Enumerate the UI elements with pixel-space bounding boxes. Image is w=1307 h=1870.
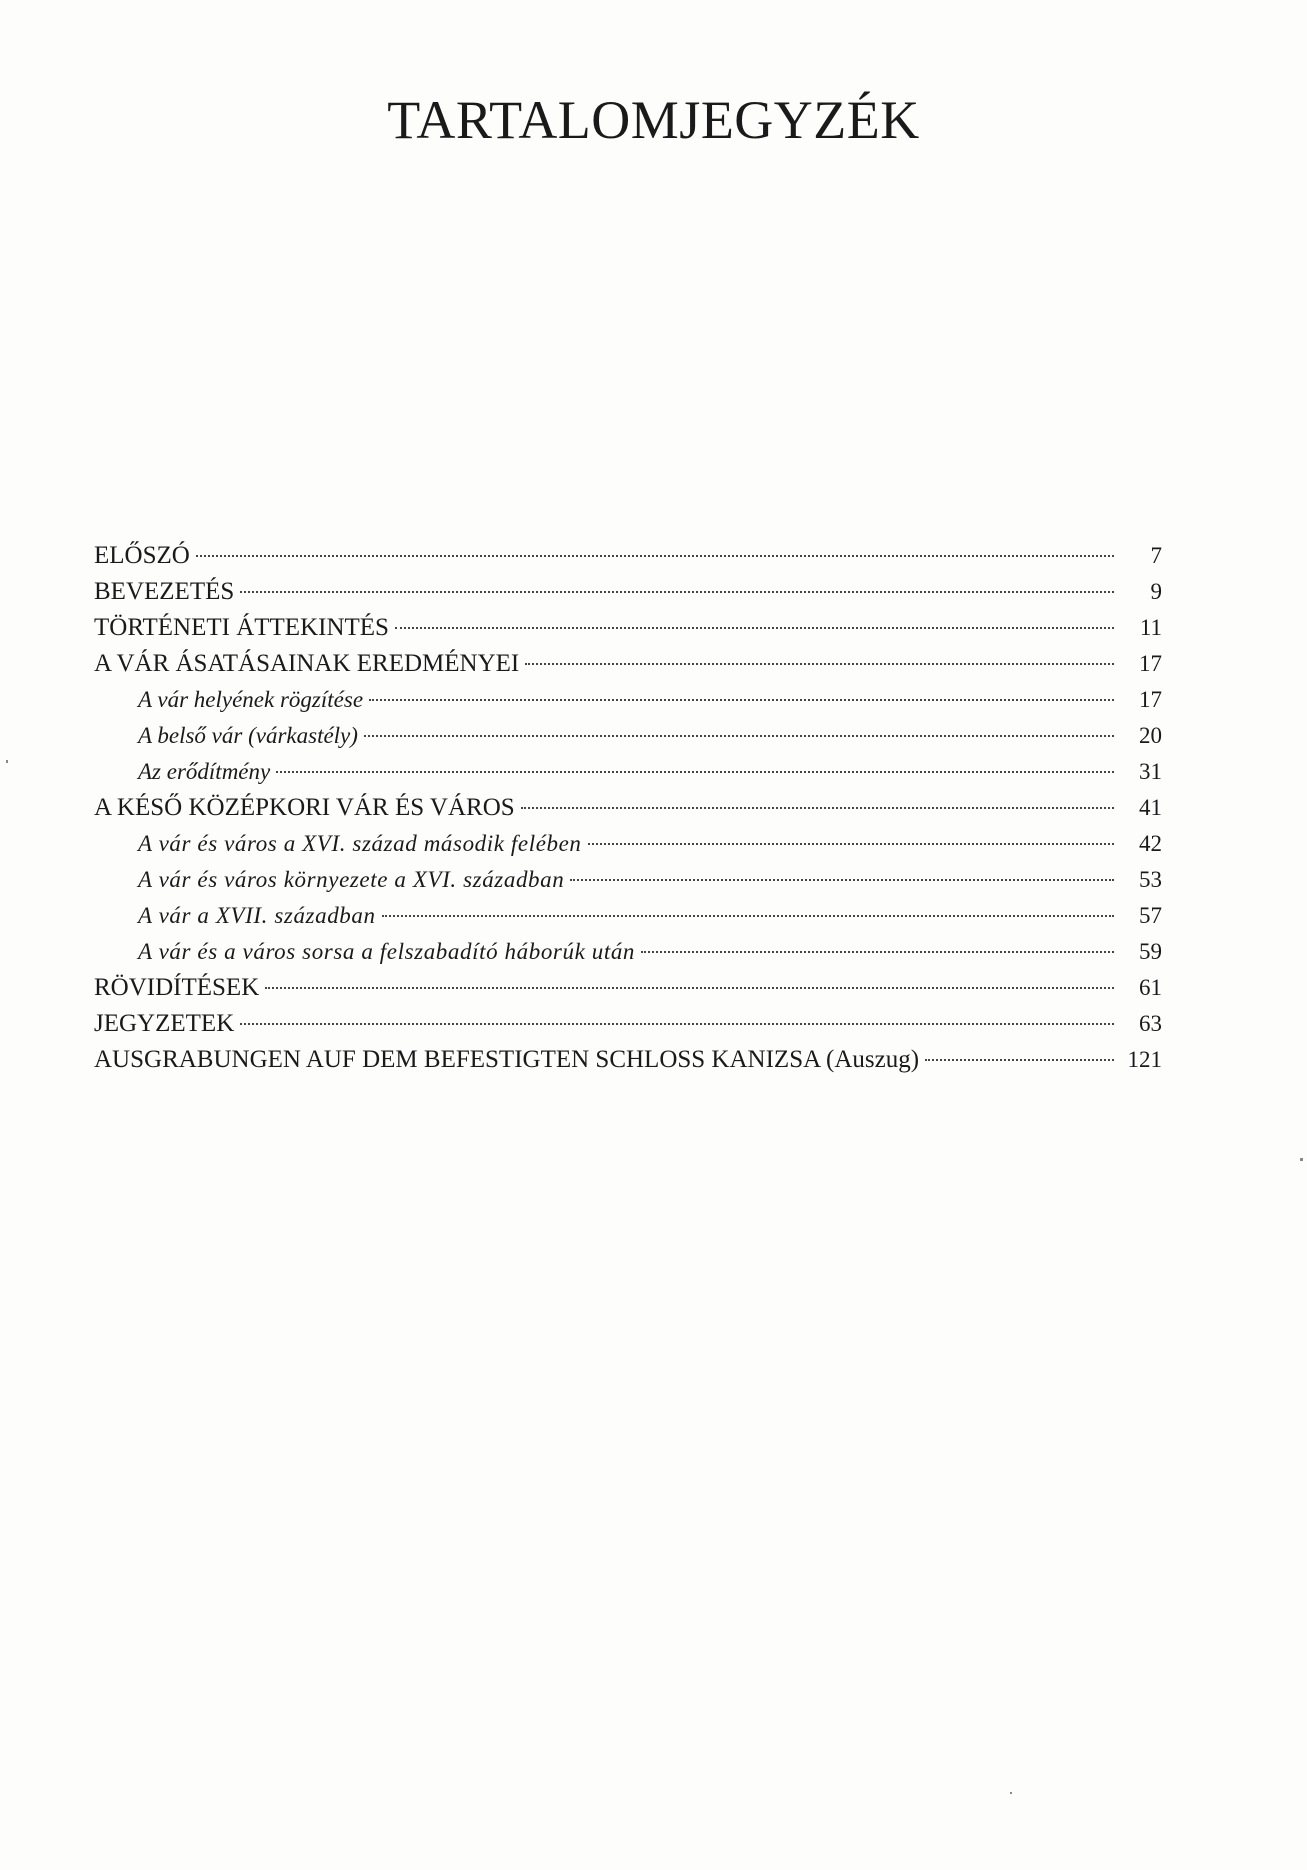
dot-leader (382, 915, 1114, 917)
toc-entry-page-number: 31 (1139, 759, 1162, 784)
toc-entry (94, 862, 1162, 898)
toc-entry-title: RÖVIDÍTÉSEK (94, 974, 260, 1001)
toc-entry (94, 898, 1162, 934)
page-title: TARTALOMJEGYZÉK (387, 90, 920, 150)
toc-entry-page-number: 53 (1139, 867, 1162, 892)
dot-leader (240, 591, 1114, 593)
toc-entry-title: JEGYZETEK (94, 1010, 235, 1037)
toc-entry-title: A KÉSŐ KÖZÉPKORI VÁR ÉS VÁROS (94, 794, 515, 821)
scan-speck-right (1300, 1158, 1303, 1161)
toc-entry (94, 826, 1162, 862)
toc-entry-page-number: 61 (1139, 975, 1162, 1000)
dot-leader (395, 627, 1114, 629)
dot-leader (276, 771, 1114, 773)
table-of-contents (94, 538, 1162, 1078)
dot-leader (525, 663, 1114, 665)
toc-entry-title: A VÁR ÁSATÁSAINAK EREDMÉNYEI (94, 650, 520, 677)
toc-entry-page-number: 17 (1139, 687, 1162, 712)
toc-entry-page-number: 17 (1139, 651, 1162, 676)
toc-entry-title: AUSGRABUNGEN AUF DEM BEFESTIGTEN SCHLOSS KANIZSA (Auszug) (94, 1046, 920, 1073)
dot-leader (521, 807, 1114, 809)
toc-entry-title: A vár és a város sorsa a felszabadító háborúk után (138, 939, 636, 964)
dot-leader (925, 1059, 1114, 1061)
scan-speck-bottom (1010, 1792, 1012, 1794)
toc-entry (94, 1006, 1162, 1042)
toc-entry (94, 646, 1162, 682)
dot-leader (364, 735, 1114, 737)
toc-entry-page-number: 9 (1150, 579, 1162, 604)
toc-entry (94, 790, 1162, 826)
dot-leader (196, 555, 1114, 557)
toc-entry (94, 970, 1162, 1006)
dot-leader (369, 699, 1114, 701)
toc-entry (94, 718, 1162, 754)
toc-entry (94, 1042, 1162, 1078)
toc-entry-title: A vár és város a XVI. század második felében (138, 831, 582, 856)
toc-entry (94, 574, 1162, 610)
toc-entry-page-number: 41 (1139, 795, 1162, 820)
dot-leader (588, 843, 1114, 845)
toc-entry-page-number: 42 (1139, 831, 1162, 856)
toc-entry (94, 934, 1162, 970)
toc-entry (94, 610, 1162, 646)
toc-entry-page-number: 11 (1139, 615, 1162, 640)
toc-entry-page-number: 57 (1139, 903, 1162, 928)
toc-entry-title: A belső vár (várkastély) (138, 723, 358, 748)
toc-entry-title: BEVEZETÉS (94, 578, 235, 605)
toc-entry-title: TÖRTÉNETI ÁTTEKINTÉS (94, 614, 389, 641)
dot-leader (265, 987, 1114, 989)
toc-entry (94, 682, 1162, 718)
toc-entry (94, 754, 1162, 790)
toc-entry-page-number: 63 (1139, 1011, 1162, 1036)
scan-speck-left (6, 760, 8, 763)
toc-entry-page-number: 7 (1150, 543, 1162, 568)
dot-leader (240, 1023, 1114, 1025)
toc-entry (94, 538, 1162, 574)
toc-entry-title: Az erődítmény (138, 759, 271, 784)
dot-leader (641, 951, 1114, 953)
toc-entry-page-number: 20 (1139, 723, 1162, 748)
toc-entry-title: A vár és város környezete a XVI. században (138, 867, 565, 892)
dot-leader (570, 879, 1114, 881)
toc-entry-page-number: 121 (1127, 1047, 1162, 1072)
toc-entry-page-number: 59 (1139, 939, 1162, 964)
toc-entry-title: A vár a XVII. században (138, 903, 376, 928)
toc-entry-title: A vár helyének rögzítése (138, 687, 364, 712)
toc-entry-title: ELŐSZÓ (94, 542, 190, 569)
